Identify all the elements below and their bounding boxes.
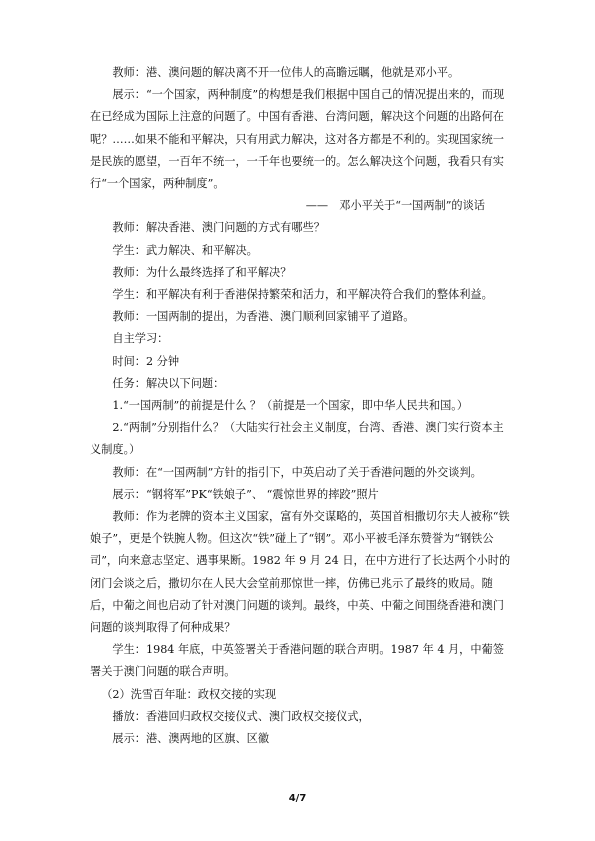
page-number: 4/7 [288, 793, 307, 804]
paragraph-teacher-story: 教师：作为老牌的资本主义国家，富有外交谋略的，英国首相撒切尔夫人被称“铁娘子”，更是个铁腕人物。但这次“铁”碰上了“钢”。邓小平被毛泽东赞誉为“钢铁公司”，向来意志坚定、遇事果断。1982 年 9 月 24 日，在中方进行了长达两个小时的闭门会谈之后，撒切尔在人民大会堂前那惊世一摔，仿佛已兆示了最终的败局。随后，中葡之间也启动了针对澳门问题的谈判。最终，中英、中葡之间围绕香港和澳门问题的谈判取得了何种成果？ [90, 510, 511, 635]
paragraph-show-photos: 展示：“钢将军”PK“铁娘子”、 “震惊世界的摔跤”照片 [112, 487, 379, 501]
paragraph-show-flags: 展示：港、澳两地的区旗、区徽 [112, 732, 270, 746]
paragraph-self-study-task: 任务：解决以下问题： [112, 376, 225, 390]
section-heading-handover: （2）洗雪百年耻：政权交接的实现 [101, 687, 277, 701]
paragraph-self-study-heading: 自主学习： [112, 332, 169, 346]
paragraph-teacher-intro: 教师：港、澳问题的解决离不开一位伟人的高瞻远瞩，他就是邓小平。 [112, 66, 460, 79]
quote-attribution: —— 邓小平关于“一国两制”的谈话 [305, 199, 485, 213]
paragraph-student-declarations: 学生：1984 年底，中英签署关于香港问题的联合声明。1987 年 4 月，中葡签署关于澳门问题的联合声明。 [90, 643, 504, 679]
paragraph-teacher-negotiation: 教师：在“一国两制”方针的指引下，中英启动了关于香港问题的外交谈判。 [112, 465, 482, 479]
paragraph-question-2: 2.“两制”分别指什么？（大陆实行社会主义制度，台湾、香港、澳门实行资本主义制度。） [90, 421, 504, 457]
paragraph-teacher-summary: 教师：一国两制的提出，为香港、澳门顺利回家铺平了道路。 [112, 310, 415, 324]
paragraph-student-answer-methods: 学生：武力解决、和平解决。 [112, 243, 258, 257]
paragraph-self-study-time: 时间：2 分钟 [112, 354, 180, 368]
paragraph-teacher-question-methods: 教师：解决香港、澳门问题的方式有哪些？ [112, 221, 325, 235]
paragraph-play-ceremony: 播放：香港回归政权交接仪式、澳门政权交接仪式， [112, 709, 370, 723]
paragraph-quote-deng: 展示：“一个国家，两种制度”的构想是我们根据中国自己的情况提出来的，而现在已经成为国际上注意的问题了。中国有香港、台湾问题，解决这个问题的出路何在呢？……如果不能和平解决，只有用武力解决，这对各方都是不利的。实现国家统一是民族的愿望，一百年不统一，一千年也要统一的。怎么解决这个问题，我看只有实行“一个国家，两种制度”。 [90, 88, 505, 191]
paragraph-question-1: 1.“一国两制”的前提是什么 ？（前提是一个国家，即中华人民共和国。） [112, 399, 469, 413]
document-body [90, 62, 513, 750]
paragraph-teacher-question-why: 教师：为什么最终选择了和平解决？ [112, 265, 292, 279]
paragraph-student-answer-why: 学生：和平解决有利于香港保持繁荣和活力，和平解决符合我们的整体利益。 [112, 288, 493, 302]
